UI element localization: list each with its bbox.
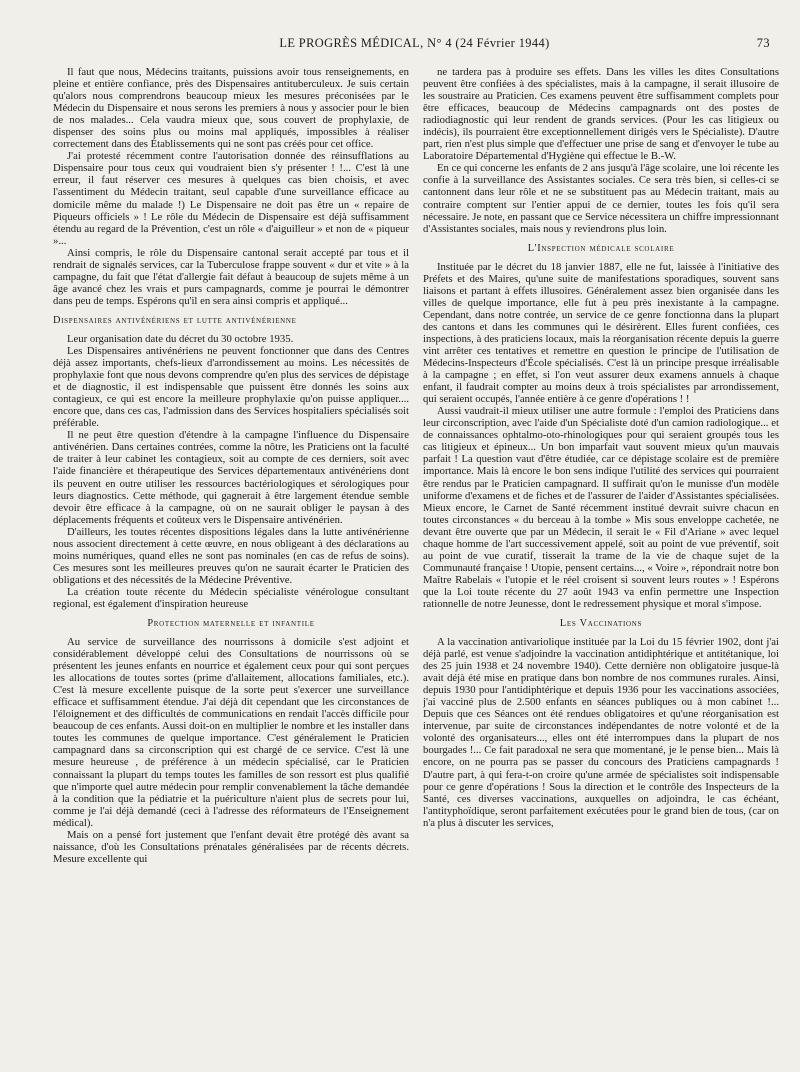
page-number: 73: [756, 36, 770, 50]
paragraph: En ce qui concerne les enfants de 2 ans jusqu'à l'âge scolaire, une loi récente les confie à la surveillance des Assistantes sociales. Ce sera très bien, si celles-ci se cantonnent dans leur rôle et ne se substituent pas au Médecin traitant, mais au contraire comptent sur l'entier appui de ce dernier, toutes les fois qu'il sera nécessaire. Je note, en passant que ce Service nécessitera un chiffre impressionnant d'Assistantes sociales, mais nous y reviendrons plus loin.: [423, 162, 779, 235]
section-heading: Protection maternelle et infantile: [147, 618, 315, 630]
section-heading: Les Vaccinations: [559, 618, 643, 630]
journal-title: LE PROGRÈS MÉDICAL, N° 4 (24 Février 1944): [279, 36, 550, 50]
paragraph: J'ai protesté récemment contre l'autorisation donnée des réinsufflations au Dispensaire pour tous ceux qui voudraient bien s'y présenter ! !... C'est là une erreur, il faut réserver ces mesures à quelques cas bien choisis, et avec l'assentiment du Médecin traitant, seul capable d'une surveillance efficace au domicile même du malade !) Le Dispensaire ne doit pas être un « repaire de Piqueurs officiels » ! Le rôle du Médecin de Dispensaire est déjà suffisamment étendu au regard de la Prévention, c'est un rôle « d'aiguilleur » et non de « piqueur »...: [53, 150, 409, 247]
paragraph: Les Dispensaires antivénériens ne peuvent fonctionner que dans des Centres déjà assez importants, chefs-lieux d'arrondissement au moins. Les nécessités de prophylaxie font que nous devons comprendre qu'en plus des services de dépistage et de diagnostic, il est indispensable que puissent être donnés les soins aux contagieux, ce qui est encore la meilleure prophylaxie qu'on puisse appliquer.... encore que, dans ces cas, l'admission dans des Services hospitaliers spécialisés soit préférable.: [53, 344, 409, 430]
paragraph: Au service de surveillance des nourrissons à domicile s'est adjoint et considérablement développé celui des Consultations de nourrissons où se présentent les jeunes enfants en nourrice et également ceux pour qui sont perçues les allocations de toutes sortes (prime d'allaitement, allocations familiales, etc.). C'est là mesure excellente puisque de la sorte peut s'exercer une surveillance efficace et suffisamment étendue. J'ai déjà dit cependant que les circonstances de l'éloignement et des difficultés de communications en rendait l'accès difficile pour beaucoup de ces enfants. Aussi doit-on en multiplier le nombre et les installer dans toutes les communes de quelque importance. C'est généralement le Praticien campagnard dans sa circonscription qui est chargé de ce service. C'est là une mesure heureuse , de préférence à un médecin spécialisé, car le Praticien connaissant la plupart du temps toutes les familles de son ressort est plus qualifié que n'importe quel autre médecin pour remplir convenablement la tâche demandée à la condition que la pédiatrie et la puériculture n'aient plus de secrets pour lui, comme je l'ai déjà demandé (ceci à l'adresse des réformateurs de l'Enseignement médical).: [53, 636, 409, 829]
paragraph: ne tardera pas à produire ses effets. Dans les villes les dites Consultations peuvent être confiées à des spécialistes, mais à la campagne, il serait illusoire de les soustraire au Praticien. Ces examens peuvent être suffisamment complets pour être efficaces, beaucoup de Médecins campagnards ont des postes de radiodiagnostic qui leur rendent de grands services. (Pour les cas litigieux ou indécis), ils pourraient être exceptionnellement dirigés vers le Spécialiste). D'autre part, rien n'est plus simple que d'effectuer une prise de sang et d'envoyer le tube au Laboratoire Départemental d'Hygiène qui effectue le B.-W.: [423, 66, 779, 163]
two-column-body: [53, 66, 779, 1066]
paragraph: Mais on a pensé fort justement que l'enfant devait être protégé dès avant sa naissance, d'où les Consultations prénatales généralisées par de récents décrets. Mesure excellente qui: [53, 828, 409, 865]
paragraph: Ainsi compris, le rôle du Dispensaire cantonal serait accepté par tous et il rendrait de signalés services, car la Tuberculose frappe souvent « dur et vite » à la campagne, du fait que l'état d'allergie fait défaut à beaucoup de sujets même à un âge avancé chez les vrais et purs campagnards, comme je pourrai le démontrer dans peu de temps. Espérons qu'il en sera ainsi compris et appliqué...: [53, 246, 409, 307]
paragraph: Il faut que nous, Médecins traitants, puissions avoir tous renseignements, en pleine et entière confiance, près des Dispensaires antituberculeux. Je suis certain qu'alors nous comprendrons beaucoup mieux les mesures préconisées par le Médecin du Dispensaire et nous serons les premiers à nous y associer pour le bien de nos malades... Cela vaudra mieux que, sous couvert de prophylaxie, de dispenser des soins plus ou moins mal appliqués, impossibles à réaliser correctement dans des Établissements qui ne sont pas créés pour cet office.: [53, 66, 409, 151]
left-column: [53, 66, 409, 1066]
right-column: [423, 66, 779, 1066]
running-header: [53, 36, 776, 54]
paragraph: D'ailleurs, les toutes récentes dispositions légales dans la lutte antivénérienne nous associent directement à cette œuvre, en nous obligeant à des déclarations au moins numériques, quand elles ne sont pas nominales (en cas de refus de soins). Ces mesures sont les meilleures preuves qu'on ne saurait écarter le Praticien des obligations et des nécessités de la Médecine Préventive.: [53, 525, 409, 586]
paragraph: La création toute récente du Médecin spécialiste vénérologue consultant regional, est également d'inspiration heureuse: [53, 585, 409, 610]
paragraph: Il ne peut être question d'étendre à la campagne l'influence du Dispensaire antivénérien. Dans certaines contrées, comme la nôtre, les Praticiens ont la faculté de traiter à leur cabinet les contagieux, soit au compte de ces derniers, soit avec l'aide financière et thérapeutique des Services départementaux antivénériens dont ils peuvent en outre utiliser les ressources bactériologiques et sérologiques pour leurs diagnostics. Cette méthode, qui gagnerait à être largement étendue semble devoir être efficace à la campagne, où on ne saurait obliger le paysan à des déplacements fréquents et coûteux vers le Dispensaire antivénérien.: [53, 429, 409, 526]
section-heading: Dispensaires antivénériens et lutte antivénérienne: [53, 314, 297, 326]
paragraph: A la vaccination antivariolique instituée par la Loi du 15 février 1902, dont j'ai déjà parlé, est venue s'adjoindre la vaccination antidiphtérique et antitétanique, loi des 25 juin 1938 et 24 novembre 1940). Cette dernière non obligatoire jusque-là avait déjà été mise en pratique dans bon nombre de nos communes rurales. Ainsi, depuis 1930 pour l'antidiphtérique et depuis 1936 pour les vaccinations associées, j'ai vacciné plus de 2.500 enfants en séances publiques ou à mon cabinet !... Depuis que ces Séances ont été rendues obligatoires et qu'une réorganisation est intervenue, par suite de circonstances indépendantes de notre volonté et de la volonté des organisateurs..., elles ont été interrompues dans la plupart de nos bourgades !... Ce fait paradoxal ne sera que momentané, je le pense bien... Mais là encore, on ne pourra pas se passer du concours des Praticiens campagnards ! D'autre part, à qui fera-t-on croire qu'une armée de spécialistes soit indispensable pour ce genre d'opérations ! Sous la direction et le contrôle des Inspecteurs de la Santé, ces diverses vaccinations, auxquelles on adjoindra, le cas échéant, l'antityphoïdique, seront parfaitement exécutées pour le grand bien de tous, (car on n'a plus à discuter les services,: [423, 636, 779, 829]
section-heading: L'Inspection médicale scolaire: [527, 242, 675, 254]
paragraph: Instituée par le décret du 18 janvier 1887, elle ne fut, laissée à l'initiative des Préfets et des Maires, qu'une suite de manifestations sporadiques, souvent sans liaisons et partant à effets illusoires. Généralement assez bien organisée dans les villes de quelque importance, elle fut à peu près inexistante à la campagne. Cependant, dans notre contrée, un service de ce genre fonctionna dans la plupart des cantons et dans les communes qui le désirèrent. Elles furent confiées, ces inspections, à des praticiens locaux, mais la réorganisation récente depuis la guerre vint arrêter ces tentatives et remettre en question le principe de l'utilisation de Médecins-Inspecteurs d'École spécialisés. C'est là un principe presque irréalisable à la campagne ; en effet, si l'on veut assurer deux examens annuels à chaque enfant, il faudrait compter au moins deux à trois spécialistes par arrondissement, qui seraient occupés, l'année entière à ce genre d'opérations ! !: [423, 260, 779, 406]
paragraph: Aussi vaudrait-il mieux utiliser une autre formule : l'emploi des Praticiens dans leur circonscription, avec l'aide d'un Spécialiste doté d'un camion radiologique... et de connaissances ophtalmo-oto-rhinologiques pour qui seraient groupés tous les cas litigieux et épineux... Un bon imparfait vaut souvent mieux qu'un mauvais parfait ! La question vaut d'être étudiée, car ce dépistage scolaire est de première importance. Mais là encore le bon sens indique l'utilité des services qui pourraient être rendus par le Praticien campagnard. Il suffirait qu'on le munisse d'un modèle uniforme d'examens et de fiches et de l'assurer de l'aider d'Assistantes spécialisées. Mieux encore, le Carnet de Santé récemment institué devrait suivre chacun en toutes circonstances « du berceau à la tombe » Mis sous enveloppe cachetée, ne devant être ouverte que par un Médecin, il serait le « Fil d'Ariane » avec lequel chaque homme de l'art successivement appelé, soit au point de vue préventif, soit au point de vue curatif, tisserait la trame de la vie de chaque sujet de la Communauté française ! Utopie, pensent certains..., « Voire », répondrait notre bon Maître Rabelais « l'utopie et le réel croisent si souvent leurs routes » ! Espérons que la Loi toute récente du 27 août 1943 va enfin permettre une Inspection rationnelle de notre Jeunesse, dont le redressement physique et moral s'impose.: [423, 405, 779, 610]
paragraph: Leur organisation date du décret du 30 octobre 1935.: [67, 332, 294, 345]
